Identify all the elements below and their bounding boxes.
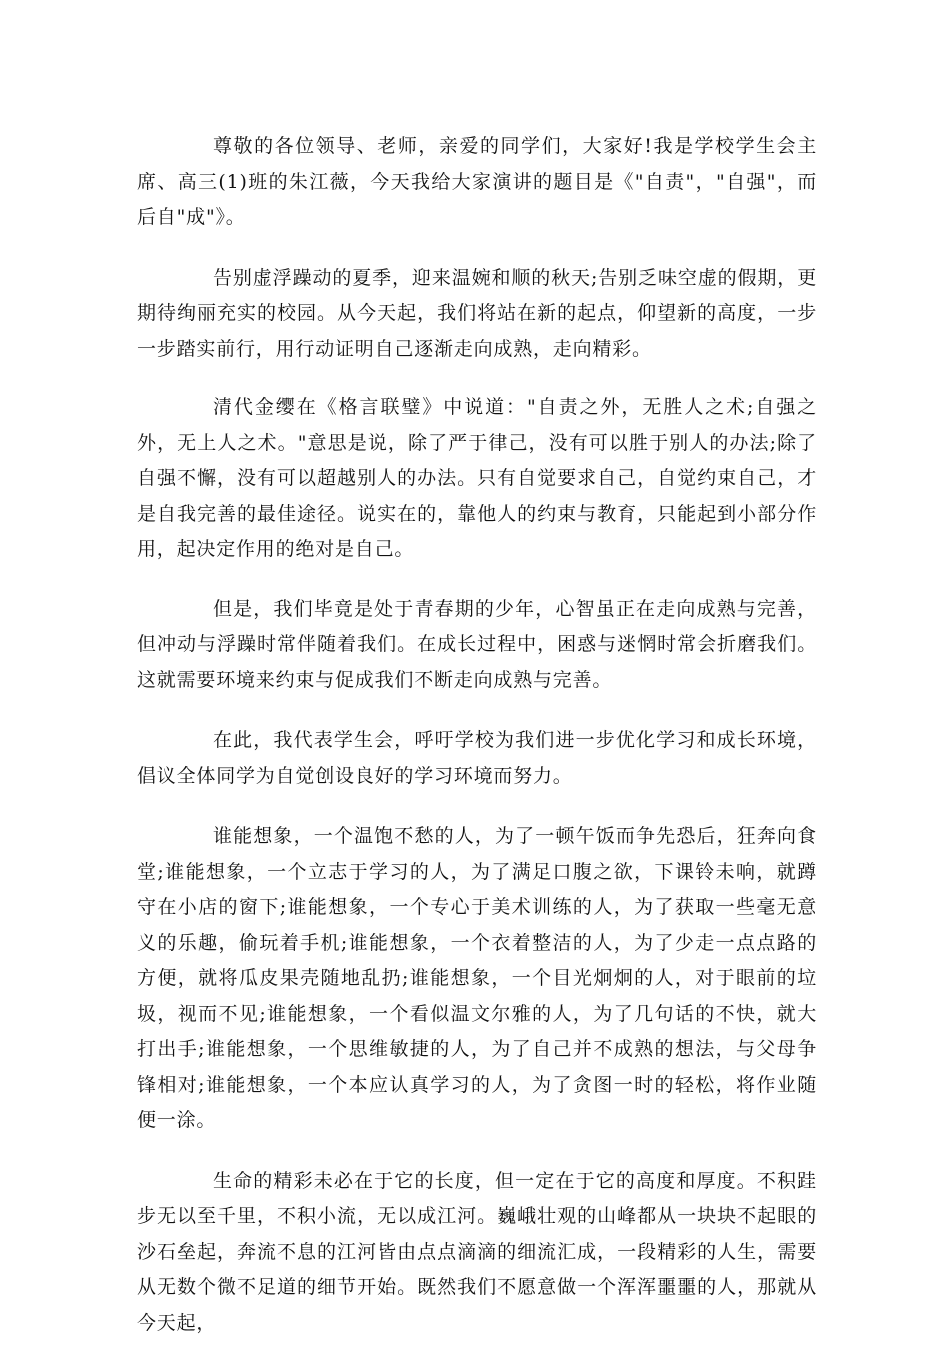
paragraph-quote-gejianlianbi: 清代金缨在《格言联璧》中说道："自责之外，无胜人之术;自强之外，无上人之术。"意思是说，除了严于律己，没有可以胜于别人的办法;除了自强不懈，没有可以超越别人的办法。只有自觉要求自己，自觉约束自己，才是自我完善的最佳途径。说实在的，靠他人的约束与教育，只能起到小部分作用，起决定作用的绝对是自己。 xyxy=(137,396,817,560)
paragraph-greeting: 尊敬的各位领导、老师，亲爱的同学们，大家好!我是学校学生会主席、高三(1)班的朱江薇，今天我给大家演讲的题目是《"自责"，"自强"，而后自"成"》。 xyxy=(137,135,817,228)
paragraph-appeal: 在此，我代表学生会，呼吁学校为我们进一步优化学习和成长环境，倡议全体同学为自觉创设良好的学习环境而努力。 xyxy=(137,729,817,787)
paragraph-adolescence: 但是，我们毕竟是处于青春期的少年，心智虽正在走向成熟与完善，但冲动与浮躁时常伴随着我们。在成长过程中，困惑与迷惘时常会折磨我们。这就需要环境来约束与促成我们不断走向成熟与完善。 xyxy=(137,597,817,691)
paragraph-who-can-imagine: 谁能想象，一个温饱不愁的人，为了一顿午饭而争先恐后，狂奔向食堂;谁能想象，一个立志于学习的人，为了满足口腹之欲，下课铃未响，就蹲守在小店的窗下;谁能想象，一个专心于美术训练的人，为了获取一些毫无意义的乐趣，偷玩着手机;谁能想象，一个衣着整洁的人，为了少走一点点路的方便，就将瓜皮果壳随地乱扔;谁能想象，一个目光炯炯的人，对于眼前的垃圾，视而不见;谁能想象，一个看似温文尔雅的人，为了几句话的不快，就大打出手;谁能想象，一个思维敏捷的人，为了自己并不成熟的想法，与父母争锋相对;谁能想象，一个本应认真学习的人，为了贪图一时的轻松，将作业随便一涂。 xyxy=(137,825,817,1131)
paragraph-farewell-summer: 告别虚浮躁动的夏季，迎来温婉和顺的秋天;告别乏味空虚的假期，更期待绚丽充实的校园。从今天起，我们将站在新的起点，仰望新的高度，一步一步踏实前行，用行动证明自己逐渐走向成熟，走向精彩。 xyxy=(137,266,817,360)
paragraph-life-brilliance: 生命的精彩未必在于它的长度，但一定在于它的高度和厚度。不积跬步无以至千里，不积小流，无以成江河。巍峨壮观的山峰都从一块块不起眼的沙石垒起，奔流不息的江河皆由点点滴滴的细流汇成，一段精彩的人生，需要从无数个微不足道的细节开始。既然我们不愿意做一个浑浑噩噩的人，那就从今天起， xyxy=(137,1169,817,1334)
speech-text-body xyxy=(137,129,817,1366)
